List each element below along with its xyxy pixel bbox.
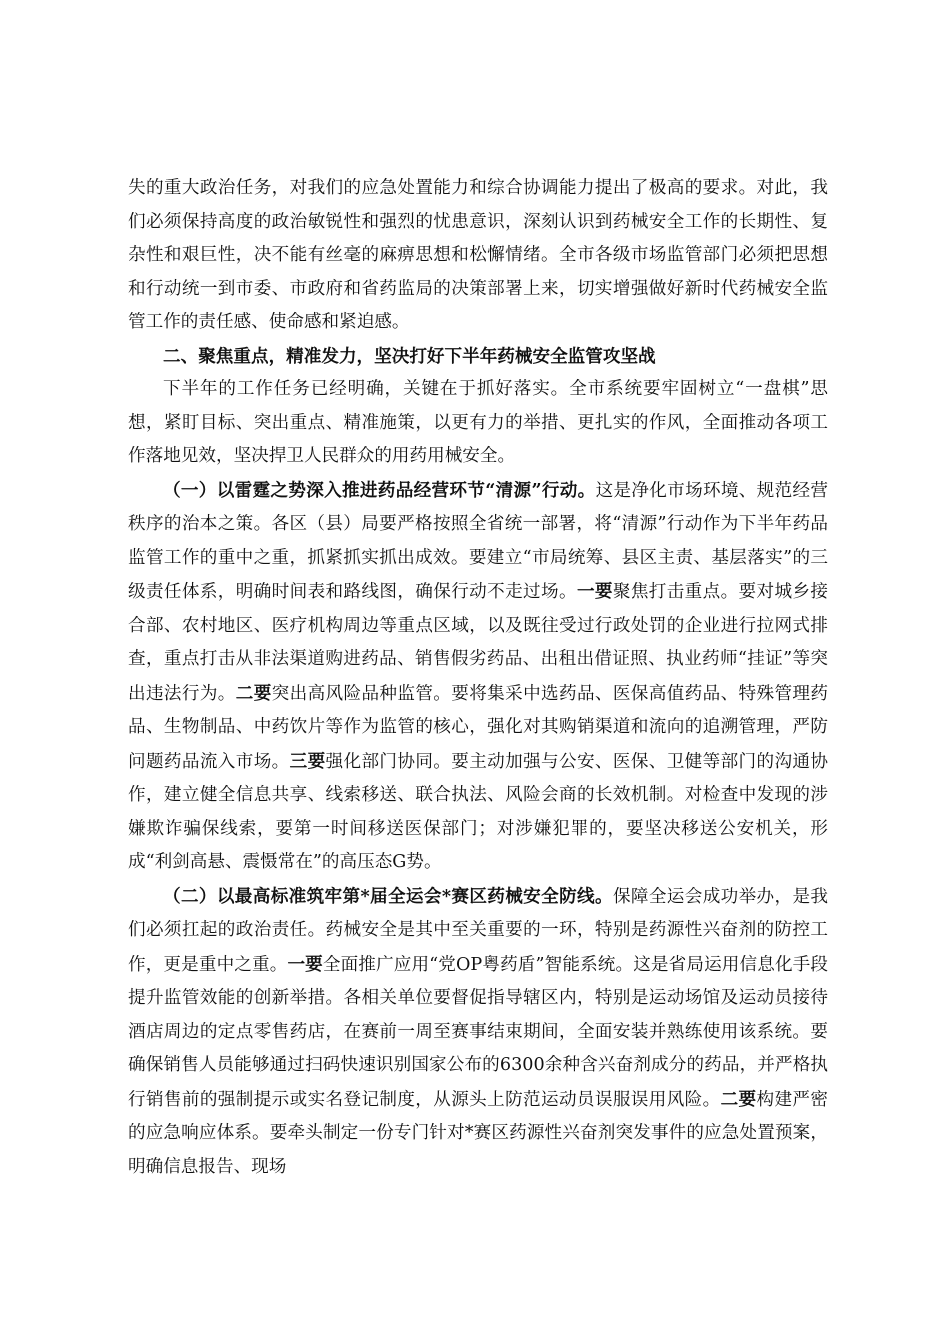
keyword-first: 一要 <box>287 953 323 975</box>
text-run: 构建严密的应急响应体系。要牵头制定一份专门针对*赛区药源性兴奋剂突发事件的应急处置预案，明确信息报告、现场 <box>128 1089 828 1177</box>
text-run: 保障全运会成功举办，是我们必须扛起的政治责任。药械安全是其中至关重要的一环，特别是药源性兴奋剂的防控工作，更是重中之重。 <box>128 886 828 975</box>
text-run: 这是净化市场环境、规范经营秩序的治本之策。各区（县）局要严格按照全省统一部署，将“清源”行动作为下半年药品监管工作的重中之重，抓紧抓实抓出成效。要建立“市局统筹、县区主责、基层落实”的三级责任体系，明确时间表和路线图，确保行动不走过场。 <box>128 480 828 602</box>
text-run: 强化部门协同。要主动加强与公安、医保、卫健等部门的沟通协作，建立健全信息共享、线索移送、联合执法、风险会商的长效机制。对检查中发现的涉嫌欺诈骗保线索，要第一时间移送医保部门；对涉嫌犯罪的，要坚决移送公安机关，形成“利剑高悬、震慑常在”的高压态G势。 <box>128 751 828 872</box>
keyword-second: 二要 <box>235 682 272 704</box>
document-body <box>128 172 828 1184</box>
text-run: 聚焦打击重点。要对城乡接合部、农村地区、医疗机构周边等重点区域，以及既往受过行政处罚的企业进行拉网式排查，重点打击从非法渠道购进药品、销售假劣药品、出租出借证照、执业药师“挂证”等突出违法行为。 <box>128 582 828 704</box>
subheading-1: （一）以雷霆之势深入推进药品经营环节“清源”行动。 <box>163 479 596 501</box>
keyword-first: 一要 <box>576 581 613 602</box>
text-run: 全面推广应用“党OP粤药盾”智能系统。这是省局运用信息化手段提升监管效能的创新举措。各相关单位要督促指导辖区内，特别是运动场馆及运动员接待酒店周边的定点零售药店，在赛前一周至赛事结束期间，全面安装并熟练使用该系统。要确保销售人员能够通过扫码快速识别国家公布的6300余种含兴奋剂成分的药品，并严格执行销售前的强制提示或实名登记制度，从源头上防范运动员误服误用风险。 <box>128 954 828 1110</box>
section-heading-2: 二、聚焦重点，精准发力，坚决打好下半年药械安全监管攻坚战 <box>163 345 656 367</box>
paragraph-2: 下半年的工作任务已经明确，关键在于抓好落实。全市系统要牢固树立“一盘棋”思想，紧盯目标、突出重点、精准施策，以更有力的举措、更扎实的作风，全面推动各项工作落地见效，坚决捍卫人民群众的用药用械安全。 <box>128 379 828 466</box>
paragraph-quanyunhui <box>128 880 828 1185</box>
keyword-third: 三要 <box>289 750 326 772</box>
keyword-second: 二要 <box>720 1088 757 1110</box>
paragraph-1: 失的重大政治任务，对我们的应急处置能力和综合协调能力提出了极高的要求。对此，我们必须保持高度的政治敏锐性和强烈的忧患意识，深刻认识到药械安全工作的长期性、复杂性和艰巨性，决不能有丝毫的麻痹思想和松懈情绪。全市各级市场监管部门必须把思想和行动统一到市委、市政府和省药监局的决策部署上来，切实增强做好新时代药械安全监管工作的责任感、使命感和紧迫感。 <box>128 178 828 332</box>
subheading-2: （二）以最高标准筑牢第*届全运会*赛区药械安全防线。 <box>163 885 613 907</box>
paragraph-qingyuan <box>128 474 828 880</box>
text-run: 突出高风险品种监管。要将集采中选药品、医保高值药品、特殊管理药品、生物制品、中药饮片等作为监管的核心，强化对其购销渠道和流向的追溯管理，严防问题药品流入市场。 <box>128 683 828 772</box>
